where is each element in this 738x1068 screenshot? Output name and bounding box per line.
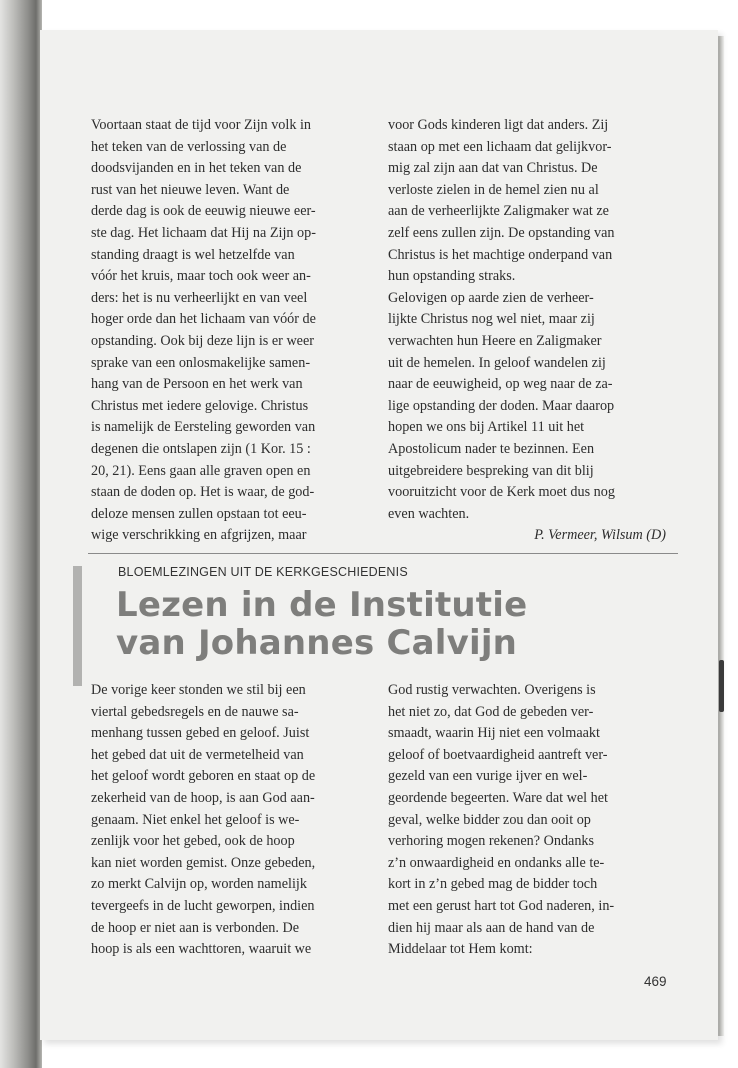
article-column-4 bbox=[388, 680, 614, 961]
article-column-2-body bbox=[388, 115, 666, 525]
text-line: opstanding. Ook bij deze lijn is er weer bbox=[91, 332, 315, 349]
text-line: menhang tussen gebed en geloof. Juist bbox=[91, 725, 310, 742]
text-line: ste dag. Het lichaam dat Hij na Zijn op- bbox=[91, 224, 316, 241]
text-line: tevergeefs in de lucht geworpen, indien bbox=[91, 897, 315, 914]
author-signature: P. Vermeer, Wilsum (D) bbox=[534, 527, 666, 544]
text-line: doodsvijanden en in het teken van de bbox=[91, 160, 302, 177]
text-line: geordende begeerten. Ware dat wel het bbox=[388, 789, 608, 806]
text-line: kan niet worden gemist. Onze gebeden, bbox=[91, 854, 316, 871]
text-line: uit de hemelen. In geloof wandelen zij bbox=[388, 354, 606, 371]
page-number: 469 bbox=[644, 974, 667, 989]
text-line: derde dag is ook de eeuwig nieuwe eer- bbox=[91, 203, 316, 220]
text-line: Christus met iedere gelovige. Christus bbox=[91, 397, 309, 414]
text-line: deloze mensen zullen opstaan tot eeu- bbox=[91, 505, 307, 522]
text-line: De vorige keer stonden we stil bij een bbox=[91, 682, 306, 698]
text-line: is namelijk de Eersteling geworden van bbox=[91, 419, 316, 436]
book-spine-shadow bbox=[0, 0, 42, 1068]
text-line: dien hij maar als aan de hand van de bbox=[388, 919, 595, 936]
text-line: gezeld van een vurige ijver en wel- bbox=[388, 768, 588, 785]
text-line: verwachten hun Heere en Zaligmaker bbox=[388, 332, 602, 349]
text-line: zelf eens zullen zijn. De opstanding van bbox=[388, 224, 615, 241]
text-line: even wachten. bbox=[388, 505, 470, 522]
text-line: aan de verheerlijkte Zaligmaker wat ze bbox=[388, 203, 609, 220]
text-line: het niet zo, dat God de gebeden ver- bbox=[388, 703, 594, 720]
article-column-3 bbox=[91, 680, 315, 961]
text-line: naar de eeuwigheid, op weg naar de za- bbox=[388, 376, 613, 393]
text-line: rust van het nieuwe leven. Want de bbox=[91, 181, 290, 198]
text-line: z’n onwaardigheid en ondanks alle te- bbox=[388, 854, 605, 871]
text-line: hopen we ons bij Artikel 11 uit het bbox=[388, 419, 585, 436]
text-line: viertal gebedsregels en de nauwe sa- bbox=[91, 703, 299, 720]
text-line: verhoring mogen rekenen? Ondanks bbox=[388, 833, 595, 850]
text-line: kort in z’n gebed mag de bidder toch bbox=[388, 876, 598, 893]
text-line: Christus is het machtige onderpand van bbox=[388, 246, 613, 263]
article-title-line-1: Lezen in de Institutie bbox=[116, 585, 528, 625]
text-line: hun opstanding straks. bbox=[388, 268, 516, 285]
text-line: lijkte Christus nog wel niet, maar zij bbox=[388, 311, 595, 328]
text-line: degenen die ontslapen zijn (1 Kor. 15 : bbox=[91, 440, 311, 457]
text-line: vóór het kruis, maar toch ook weer an- bbox=[91, 268, 311, 285]
text-line: Gelovigen op aarde zien de verheer- bbox=[388, 289, 594, 306]
article-column-1 bbox=[91, 115, 316, 547]
article-column-2 bbox=[388, 115, 666, 547]
article-title bbox=[116, 586, 527, 662]
text-line: geval, welke bidder zou dan ooit op bbox=[388, 811, 591, 828]
binder-clip bbox=[719, 660, 724, 712]
text-line: het gebed dat uit de vermetelheid van bbox=[91, 746, 304, 763]
section-divider bbox=[88, 553, 678, 554]
text-line: met een gerust hart tot God naderen, in- bbox=[388, 897, 615, 914]
text-line: ders: het is nu verheerlijkt en van veel bbox=[91, 289, 308, 306]
text-line: de hoop er niet aan is verbonden. De bbox=[91, 919, 300, 936]
text-line: Voortaan staat de tijd voor Zijn volk in bbox=[91, 117, 312, 133]
text-line: genaam. Niet enkel het geloof is we- bbox=[91, 811, 300, 828]
text-line: Middelaar tot Hem komt: bbox=[388, 941, 533, 958]
text-line: lige opstanding der doden. Maar daarop bbox=[388, 397, 615, 414]
text-line: het teken van de verlossing van de bbox=[91, 138, 287, 155]
text-line: Apostolicum nader te bezinnen. Een bbox=[388, 440, 595, 457]
text-line: zenlijk voor het gebed, ook de hoop bbox=[91, 833, 295, 850]
text-line: verloste zielen in de hemel zien nu al bbox=[388, 181, 599, 198]
text-line: mig zal zijn aan dat van Christus. De bbox=[388, 160, 598, 177]
text-line: staan de doden op. Het is waar, de god- bbox=[91, 484, 315, 501]
page-content bbox=[40, 30, 718, 1040]
text-line: zo merkt Calvijn op, worden namelijk bbox=[91, 876, 307, 893]
text-line: standing draagt is wel hetzelfde van bbox=[91, 246, 295, 263]
text-line: hoger orde dan het lichaam van vóór de bbox=[91, 311, 316, 328]
text-line: uitgebreidere bespreking van dit blij bbox=[388, 462, 594, 479]
text-line: vooruitzicht voor de Kerk moet dus nog bbox=[388, 484, 615, 501]
text-line: hoop is als een wachttoren, waaruit we bbox=[91, 941, 312, 958]
text-line: zekerheid van de hoop, is aan God aan- bbox=[91, 789, 315, 806]
text-line: het geloof wordt geboren en staat op de bbox=[91, 768, 316, 785]
text-line: God rustig verwachten. Overigens is bbox=[388, 682, 596, 698]
text-line: wige verschrikking en afgrijzen, maar bbox=[91, 527, 307, 544]
text-line: staan op met een lichaam dat gelijkvor- bbox=[388, 138, 612, 155]
text-line: voor Gods kinderen ligt dat anders. Zij bbox=[388, 117, 609, 133]
text-line: 20, 21). Eens gaan alle graven open en bbox=[91, 462, 311, 479]
text-line: hang van de Persoon en het werk van bbox=[91, 376, 303, 393]
section-kicker: BLOEMLEZINGEN UIT DE KERKGESCHIEDENIS bbox=[118, 565, 408, 579]
text-line: geloof of boetvaardigheid aantreft ver- bbox=[388, 746, 608, 763]
title-accent-bar bbox=[73, 566, 82, 686]
text-line: sprake van een onlosmakelijke samen- bbox=[91, 354, 311, 371]
article-title-line-2: van Johannes Calvijn bbox=[116, 623, 518, 663]
text-line: smaadt, waarin Hij niet een volmaakt bbox=[388, 725, 600, 742]
